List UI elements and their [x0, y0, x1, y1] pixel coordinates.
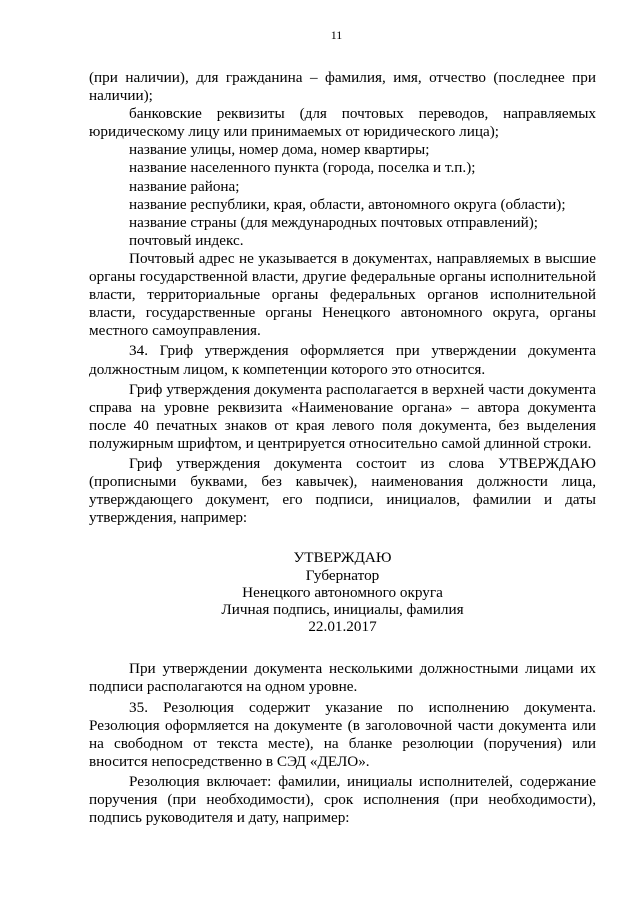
paragraph-street: название улицы, номер дома, номер квартиры;: [129, 141, 430, 159]
paragraph-postcode: почтовый индекс.: [129, 231, 244, 249]
paragraph-country: название страны (для международных почтовых отправлений);: [129, 213, 538, 231]
paragraph-clause-34: 34. Гриф утверждения оформляется при утверждении документа должностным лицом, к компетенции которого это относится.: [89, 342, 596, 378]
paragraph-resolution-contents: Резолюция включает: фамилии, инициалы исполнителей, содержание поручения (при необходимости), срок исполнения (при необходимости), подпись руководителя и дату, например:: [89, 772, 596, 827]
approval-position: Губернатор: [305, 566, 380, 584]
paragraph-district: название района;: [129, 177, 240, 195]
paragraph-approval-composition: Гриф утверждения документа состоит из слова УТВЕРЖДАЮ (прописными буквами, без кавычек), наименования должности лица, утверждающего документ, его подписи, инициалов, фамилии и даты утверждения, например:: [89, 454, 596, 527]
paragraph-multiple-signers: При утверждении документа несколькими должностными лицами их подписи располагаются на одном уровне.: [89, 660, 596, 696]
approval-organization: Ненецкого автономного округа: [242, 583, 443, 601]
paragraph-contact-name: (при наличии), для гражданина – фамилия, имя, отчество (последнее при наличии);: [89, 69, 596, 105]
approval-signature: Личная подпись, инициалы, фамилия: [221, 600, 464, 618]
paragraph-approval-placement: Гриф утверждения документа располагается в верхней части документа справа на уровне реквизита «Наименование органа» – автора документа после 40 печатных знаков от края левого поля документа, без выделения полужирным шрифтом, и центрируется относительно самой длинной строки.: [89, 380, 596, 452]
page-number: 11: [330, 28, 343, 42]
paragraph-clause-35: 35. Резолюция содержит указание по исполнению документа. Резолюция оформляется на документе (в заголовочной части документа или на свободном от текста месте), на бланке резолюции (поручения) или вносится непосредственно в СЭД «ДЕЛО».: [89, 698, 596, 770]
approval-stamp-example: [89, 549, 596, 635]
approval-word: УТВЕРЖДАЮ: [293, 549, 392, 567]
paragraph-locality: название населенного пункта (города, поселка и т.п.);: [129, 159, 476, 177]
paragraph-postal-address-note: Почтовый адрес не указывается в документах, направляемых в высшие органы государственной власти, другие федеральные органы исполнительной власти, территориальные органы федеральных органов исполнительной власти, государственные органы Ненецкого автономного округа, органы местного самоуправления.: [89, 249, 596, 340]
paragraph-region: название республики, края, области, автономного округа (области);: [129, 195, 566, 213]
paragraph-bank-details: банковские реквизиты (для почтовых переводов, направляемых юридическому лицу или принимаемых от юридического лица);: [89, 105, 596, 141]
approval-date: 22.01.2017: [308, 618, 377, 636]
